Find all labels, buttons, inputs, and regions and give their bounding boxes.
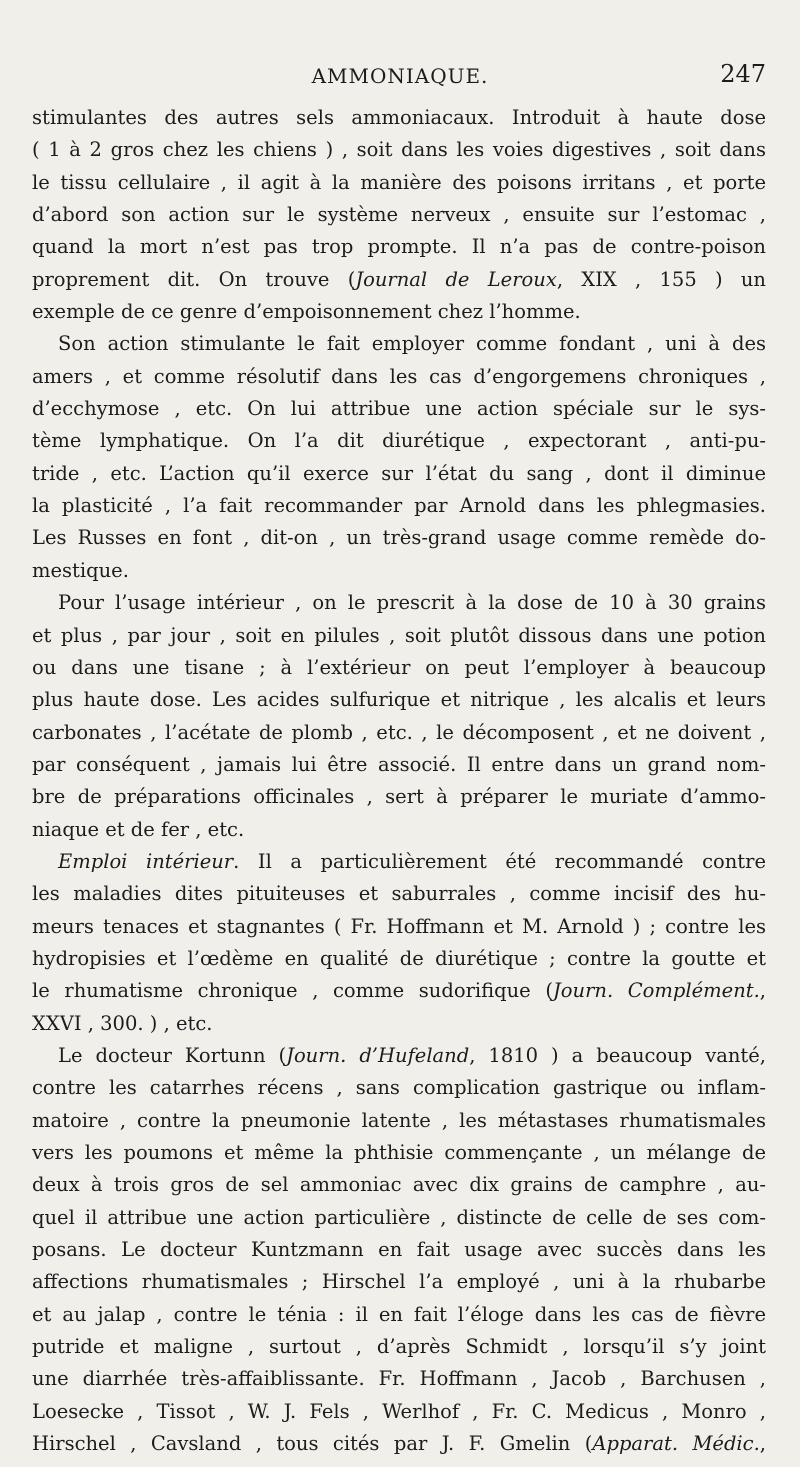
text-run: matoire , contre la pneumonie latente , les métastases rhumatismales: [32, 1108, 766, 1132]
text-line: [32, 199, 766, 231]
italic-text: Emploi intérieur: [58, 849, 234, 873]
text-run: hydropisies et l’œdème en qualité de diurétique ; contre la goutte et: [32, 946, 766, 970]
text-line: [32, 781, 766, 813]
text-line: [32, 102, 766, 134]
text-line: [32, 911, 766, 943]
text-line: [32, 1137, 766, 1169]
text-line: [32, 620, 766, 652]
text-line: [32, 264, 766, 296]
text-line: [32, 1396, 766, 1428]
text-run: carbonates , l’acétate de plomb , etc. , le décomposent , et ne doivent ,: [32, 720, 766, 744]
text-run: mestique.: [32, 558, 129, 582]
text-line: [32, 1169, 766, 1201]
text-run: tride , etc. L’action qu’il exerce sur l’état du sang , dont il diminue: [32, 461, 766, 485]
text-run: les maladies dites pituiteuses et saburrales , comme incisif des hu-: [32, 882, 766, 906]
text-line: [32, 393, 766, 425]
text-run: tème lymphatique. On l’a dit diurétique , expectorant , anti-pu-: [32, 429, 766, 453]
text-line: [32, 717, 766, 749]
text-line: [32, 1331, 766, 1363]
text-line: [32, 975, 766, 1007]
text-run: stimulantes des autres sels ammoniacaux. Introduit à haute dose: [32, 106, 766, 129]
text-run: contre les catarrhes récens , sans complication gastrique ou inflam-: [32, 1076, 766, 1100]
text-line: [32, 1072, 766, 1104]
text-run: par conséquent , jamais lui être associé. Il entre dans un grand nom-: [32, 752, 766, 776]
text-run: putride et maligne , surtout , d’après Schmidt , lorsqu’il s’y joint: [32, 1335, 766, 1359]
text-run: Loesecke , Tissot , W. J. Fels , Werlhof , Fr. C. Medicus , Monro ,: [32, 1399, 766, 1423]
text-line: [32, 587, 766, 619]
running-title: AMMONIAQUE.: [311, 64, 489, 88]
text-run: . Il a particulièrement été recommandé contre: [233, 849, 766, 873]
text-run: la plasticité , l’a fait recommander par Arnold dans les phlegmasies.: [32, 494, 766, 518]
text-run: d’abord son action sur le système nerveux , ensuite sur l’estomac ,: [32, 203, 766, 227]
text-line: [32, 134, 766, 166]
text-line: [32, 1266, 766, 1298]
text-run: proprement dit. On trouve (: [32, 267, 356, 291]
text-line: [32, 1428, 766, 1460]
text-line: [32, 878, 766, 910]
text-run: , 1810 ) a beaucoup vanté,: [469, 1043, 766, 1067]
text-run: XXVI , 300. ) , etc.: [32, 1011, 213, 1035]
text-run: deux à trois gros de sel ammoniac avec dix grains de camphre , au-: [32, 1173, 766, 1197]
text-run: Pour l’usage intérieur , on le prescrit à la dose de 10 à 30 grains: [58, 591, 766, 615]
text-run: ( 1 à 2 gros chez les chiens ) , soit dans les voies digestives , soit dans: [32, 138, 766, 162]
text-run: plus haute dose. Les acides sulfurique et nitrique , les alcalis et leurs: [32, 688, 766, 712]
text-run: le rhumatisme chronique , comme sudorifique (: [32, 979, 553, 1003]
text-line: [32, 167, 766, 199]
italic-text: Journ. d’Hufeland: [286, 1043, 470, 1067]
text-line: [32, 1234, 766, 1266]
text-line: [32, 943, 766, 975]
italic-text: Apparat. Médic.: [592, 1432, 760, 1456]
text-run: ,: [759, 979, 766, 1003]
text-run: et plus , par jour , soit en pilules , soit plutôt dissous dans une potion: [32, 623, 766, 647]
italic-text: Journal de Leroux: [355, 267, 557, 291]
text-run: Les Russes en font , dit-on , un très-grand usage comme remède do-: [32, 526, 766, 550]
text-line: [32, 522, 766, 554]
text-run: meurs tenaces et stagnantes ( Fr. Hoffmann et M. Arnold ) ; contre les: [32, 914, 766, 938]
text-run: ,: [759, 1432, 766, 1456]
text-line: [32, 1008, 766, 1040]
text-run: Son action stimulante le fait employer comme fondant , uni à des: [58, 332, 766, 356]
text-line: [32, 231, 766, 263]
text-line: [32, 1202, 766, 1234]
text-run: affections rhumatismales ; Hirschel l’a employé , uni à la rhubarbe: [32, 1270, 766, 1294]
text-run: quel il attribue une action particulière , distincte de celle de ses com-: [32, 1205, 766, 1229]
text-line: [32, 1363, 766, 1395]
text-run: ou dans une tisane ; à l’extérieur on peut l’employer à beaucoup: [32, 655, 766, 679]
text-run: amers , et comme résolutif dans les cas d’engorgemens chroniques ,: [32, 364, 766, 388]
text-line: [32, 814, 766, 846]
text-run: et au jalap , contre le ténia : il en fait l’éloge dans les cas de fièvre: [32, 1302, 766, 1326]
text-line: [32, 652, 766, 684]
text-line: [32, 328, 766, 360]
text-run: Hirschel , Cavsland , tous cités par J. F. Gmelin (: [32, 1432, 593, 1456]
text-line: [32, 1299, 766, 1331]
text-line: [32, 555, 766, 587]
text-line: [32, 846, 766, 878]
text-line: [32, 1040, 766, 1072]
text-run: posans. Le docteur Kuntzmann en fait usage avec succès dans les: [32, 1238, 766, 1262]
text-line: [32, 490, 766, 522]
text-run: vers les poumons et même la phthisie commençante , un mélange de: [32, 1141, 766, 1164]
text-run: bre de préparations officinales , sert à préparer le muriate d’ammo-: [32, 785, 766, 809]
page-number: 247: [720, 60, 766, 88]
running-head: [0, 60, 800, 100]
text-run: quand la mort n’est pas trop prompte. Il n’a pas de contre-poison: [32, 235, 766, 259]
text-line: [32, 749, 766, 781]
text-run: le tissu cellulaire , il agit à la manière des poisons irritans , et porte: [32, 170, 766, 194]
text-run: Le docteur Kortunn (: [58, 1043, 287, 1067]
text-line: [32, 1105, 766, 1137]
text-line: [32, 458, 766, 490]
text-run: d’ecchymose , etc. On lui attribue une action spéciale sur le sys-: [32, 397, 766, 421]
text-line: [32, 425, 766, 457]
text-run: , XIX , 155 ) un: [556, 267, 766, 291]
text-line: [32, 684, 766, 716]
text-run: une diarrhée très-affaiblissante. Fr. Hoffmann , Jacob , Barchusen ,: [32, 1367, 766, 1391]
text-run: exemple de ce genre d’empoisonnement chez l’homme.: [32, 300, 581, 324]
body-text: [32, 102, 766, 1460]
text-line: [32, 361, 766, 393]
italic-text: Journ. Complément.: [552, 979, 760, 1003]
text-line: [32, 296, 766, 328]
text-run: niaque et de fer , etc.: [32, 817, 245, 841]
